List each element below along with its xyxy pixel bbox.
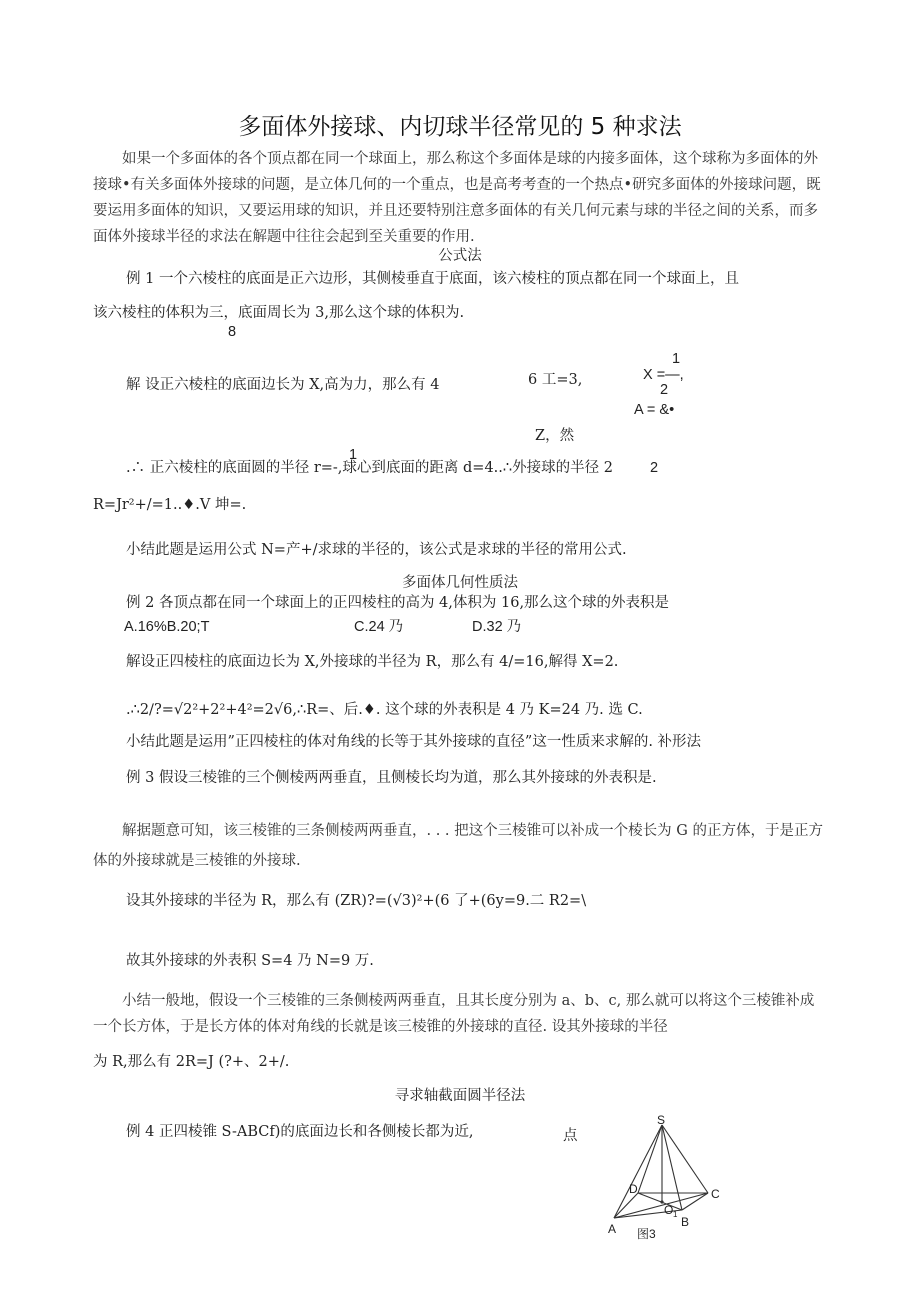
solution-2-line-1: 解设正四棱柱的底面边长为 X,外接球的半径为 R，那么有 4/=16,解得 X=2.	[126, 654, 619, 670]
summary-2: 小结此题是运用”正四棱柱的体对角线的长等于其外接球的直径”这一性质来求解的. 补形法	[126, 734, 702, 750]
section-heading-axial: 寻求轴截面圆半径法	[394, 1088, 526, 1104]
solution-1-result: R=Jr²+/=1..♦.V 坤=.	[93, 497, 247, 513]
label-o: O	[664, 1203, 674, 1217]
solution-1-text: 解 设正六棱柱的底面边长为 X,高为力，那么有 4	[126, 377, 440, 393]
solution-1-x-value: X =—,	[643, 367, 684, 383]
example-1-line-1: 例 1 一个六棱柱的底面是正六边形，其侧棱垂直于底面，该六棱柱的顶点都在同一个球面上，且	[126, 271, 739, 287]
section-heading-geometric: 多面体几何性质法	[402, 575, 518, 591]
solution-1-radius-line: .∴ 正六棱柱的底面圆的半径 r=-,球心到底面的距离 d=4..∴外接球的半径 2	[126, 460, 613, 476]
edge-b-c	[682, 1193, 708, 1210]
option-a-b: A.16%B.20;T	[124, 619, 210, 635]
solution-1-a-value: A = &•	[634, 402, 675, 418]
example-4-fragment: 点	[563, 1128, 578, 1144]
label-a: A	[608, 1222, 617, 1236]
label-d: D	[629, 1182, 638, 1196]
summary-1: 小结此题是运用公式 N=产+/求球的半径的，该公式是求球的半径的常用公式.	[126, 542, 627, 558]
example-4: 例 4 正四棱锥 S-ABCf)的底面边长和各侧棱长都为近,	[126, 1124, 474, 1140]
label-c: C	[711, 1187, 720, 1201]
option-d: D.32 乃	[472, 619, 522, 635]
diagonal-a-c	[614, 1193, 708, 1218]
edge-s-c	[662, 1125, 708, 1193]
edge-s-d	[638, 1125, 662, 1193]
solution-1-numerator: 1	[672, 351, 681, 367]
solution-1-radius-numerator: 1	[349, 447, 358, 463]
solution-1-denominator: 2	[660, 382, 669, 398]
label-s: S	[657, 1115, 666, 1127]
label-o-subscript: 1	[673, 1210, 678, 1219]
solution-3-paragraph: 解据题意可知，该三棱锥的三条侧棱两两垂直，. . . 把这个三棱锥可以补成一个棱长为 G 的正方体，于是正方体的外接球就是三棱锥的外接球.	[93, 823, 823, 869]
edge-s-a	[614, 1125, 662, 1218]
edge-s-b	[662, 1125, 682, 1210]
option-c: C.24 乃	[354, 619, 404, 635]
solution-2-line-2: .∴2∕?=√2²+2²+4²=2√6,∴R=、后.♦. 这个球的外表积是 4 乃 K=24 乃. 选 C.	[126, 702, 643, 718]
solution-3-equation: 设其外接球的半径为 R，那么有 (ZR)?=(√3)²+(6 了+(6y=9.二 R2=\	[126, 893, 587, 909]
solution-1-fragment: Z，然	[535, 428, 575, 444]
solution-1-equation: 6 工=3,	[528, 372, 583, 388]
solution-3-result: 故其外接球的外表积 S=4 乃 N=9 万.	[126, 953, 374, 969]
example-3: 例 3 假设三棱锥的三个侧棱两两垂直，且侧棱长均为道，那么其外接球的外表积是.	[126, 770, 657, 786]
example-2: 例 2 各顶点都在同一个球面上的正四棱柱的高为 4,体积为 16,那么这个球的外表积是	[126, 595, 670, 611]
page-title: 多面体外接球、内切球半径常见的 5 种求法	[238, 114, 682, 140]
summary-3-paragraph: 小结一般地，假设一个三棱锥的三条侧棱两两垂直，且其长度分别为 a、b、c, 那么就可以将这个三棱锥补成一个长方体，于是长方体的体对角线的长就是该三棱锥的外接球的直径. 设其外接球的半径	[93, 993, 815, 1035]
summary-3-formula: 为 R,那么有 2R=J (?+、2+/.	[93, 1054, 290, 1070]
section-heading-formula: 公式法	[438, 248, 482, 264]
solution-1-radius-denominator: 2	[650, 460, 659, 476]
intro-paragraph: 如果一个多面体的各个顶点都在同一个球面上，那么称这个多面体是球的内接多面体，这个球称为多面体的外接球•有关多面体外接球的问题，是立体几何的一个重点，也是高考考查的一个热点•研究多面体的外接球问题，既要运用多面体的知识，又要运用球的知识，并且还要特别注意多面体的有关几何元素与球的半径之间的关系，而多面体外接球半径的求法在解题中往往会起到至关重要的作用.	[93, 151, 821, 245]
label-b: B	[681, 1215, 690, 1229]
figure-caption: 图3	[637, 1227, 656, 1241]
example-1-fraction: 8	[228, 324, 237, 340]
pyramid-figure	[600, 1115, 730, 1245]
example-1-line-2: 该六棱柱的体积为三，底面周长为 3,那么这个球的体积为.	[93, 305, 465, 321]
